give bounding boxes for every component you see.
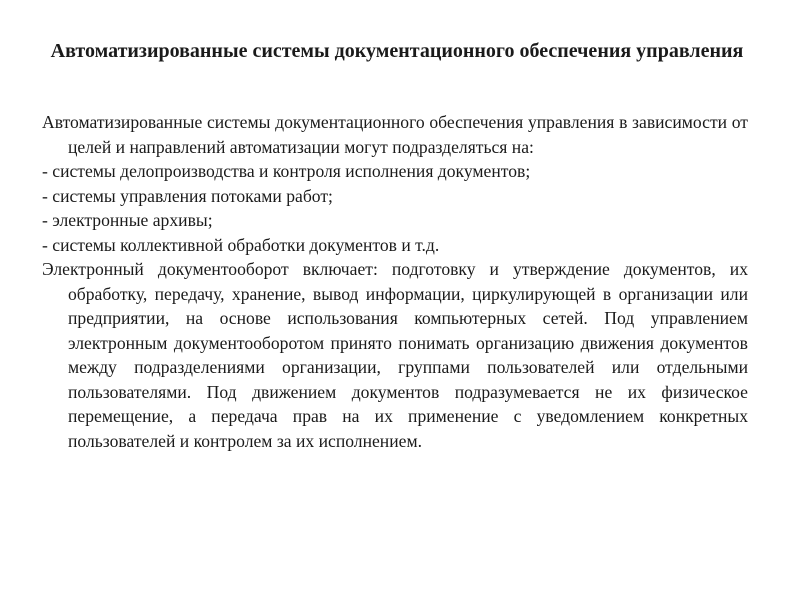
slide-body	[42, 110, 748, 453]
list-item: - системы управления потоками работ;	[42, 185, 333, 206]
list-item: - системы делопроизводства и контроля исполнения документов;	[42, 161, 531, 181]
list-item: - системы коллективной обработки документов и т.д.	[42, 234, 440, 255]
category-list	[42, 159, 748, 257]
intro-paragraph: Автоматизированные системы документационного обеспечения управления в зависимости от целей и направлений автоматизации могут подразделяться на:	[42, 112, 748, 157]
list-item: - электронные архивы;	[42, 210, 213, 230]
edo-paragraph: Электронный документооборот включает: подготовку и утверждение документов, их обработку, передачу, хранение, вывод информации, циркулирующей в организации или предприятии, на основе использования компьютерных сетей. Под управлением электронным документооборотом принято понимать организацию движения документов между подразделениями организации, группами пользователей или отдельными пользователями. Под движением документов подразумевается не их физическое перемещение, а передача прав на их применение с уведомлением конкретных пользователей и контролем за их исполнением.	[42, 259, 748, 451]
slide-title: Автоматизированные системы документационного обеспечения управления	[50, 40, 744, 62]
